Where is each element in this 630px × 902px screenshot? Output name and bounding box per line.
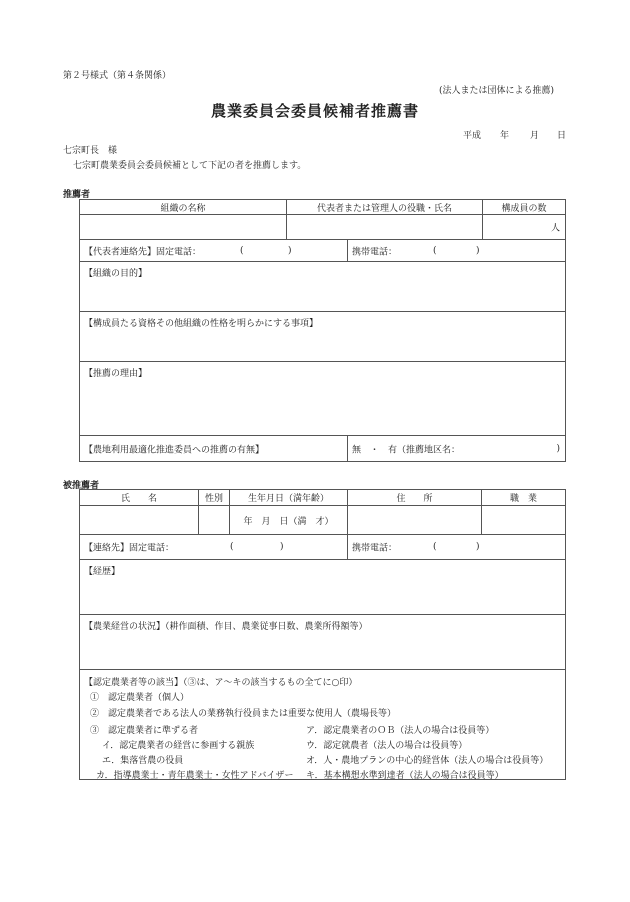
option-3-ka[interactable]: カ．指導農業士・青年農業士・女性アドバイザー bbox=[96, 771, 294, 781]
nominee-job-field[interactable] bbox=[482, 506, 565, 534]
optimization-row bbox=[80, 436, 565, 461]
rep-mobile-paren-open: ( bbox=[433, 245, 437, 256]
option-3-ki[interactable]: キ．基本構想水準到達者（法人の場合は役員等） bbox=[306, 771, 504, 781]
representative-field[interactable] bbox=[287, 215, 483, 239]
farming-row[interactable] bbox=[80, 615, 565, 670]
career-label: 【経歴】 bbox=[84, 567, 121, 577]
form-subtitle: (法人または団体による推薦) bbox=[439, 86, 555, 96]
recommender-contact-row bbox=[80, 240, 565, 262]
optimization-label: 【農地利用最適化推進委員への推薦の有無】 bbox=[84, 445, 265, 455]
option-3[interactable]: ③ 認定農業者に準ずる者 bbox=[90, 726, 199, 736]
col-representative: 代表者または管理人の役職・氏名 bbox=[287, 200, 483, 214]
rep-phone-paren-open: ( bbox=[240, 245, 244, 256]
option-2[interactable]: ② 認定農業者である法人の業務執行役員または重要な使用人（農場長等） bbox=[90, 709, 397, 719]
recommender-section-label: 推薦者 bbox=[63, 190, 91, 200]
nominee-section-label: 被推薦者 bbox=[63, 481, 100, 491]
page-title: 農業委員会委員候補者推薦書 bbox=[210, 102, 419, 120]
col-gender: 性別 bbox=[199, 490, 230, 505]
recommender-table bbox=[79, 199, 566, 462]
col-job: 職 業 bbox=[509, 494, 537, 504]
col-org-name: 組織の名称 bbox=[80, 200, 287, 214]
nominee-birth-field[interactable]: 年 月 日（満 才） bbox=[230, 506, 348, 534]
col-birth: 生年月日（満年齢） bbox=[230, 490, 348, 505]
nominee-phone-paren-open: ( bbox=[230, 542, 234, 552]
nominee-table bbox=[79, 489, 566, 780]
career-row[interactable] bbox=[80, 560, 565, 615]
org-purpose-row[interactable] bbox=[80, 262, 565, 312]
nominee-mobile-field[interactable] bbox=[348, 535, 565, 559]
recommender-header-row bbox=[80, 200, 565, 215]
qualification-label: 【構成員たる資格その他組織の性格を明らかにする事項】 bbox=[84, 319, 319, 329]
nominee-mobile-paren-open: ( bbox=[433, 542, 437, 552]
nominee-phone-field[interactable] bbox=[80, 535, 348, 559]
nominee-mobile-paren-close: ) bbox=[476, 542, 480, 552]
nominee-gender-field[interactable] bbox=[199, 506, 230, 534]
optimization-choice-field[interactable] bbox=[348, 436, 565, 461]
nominee-contact-row bbox=[80, 535, 565, 560]
org-name-field[interactable] bbox=[80, 215, 287, 239]
nominee-value-row bbox=[80, 506, 565, 535]
nominee-contact-label: 【連絡先】固定電話： bbox=[84, 543, 175, 554]
date-month: 月 bbox=[530, 131, 540, 141]
rep-phone-paren-close: ) bbox=[288, 245, 292, 256]
rep-phone-field[interactable] bbox=[80, 240, 348, 261]
addressee: 七宗町長 様 bbox=[63, 146, 118, 156]
option-3-e[interactable]: エ．集落営農の役員 bbox=[102, 756, 184, 766]
rep-mobile-paren-close: ) bbox=[476, 245, 480, 256]
col-members: 構成員の数 bbox=[501, 203, 547, 214]
reason-row[interactable] bbox=[80, 362, 565, 436]
rep-contact-label: 【代表者連絡先】固定電話： bbox=[84, 247, 202, 257]
option-3-a[interactable]: ア．認定農業者のＯＢ（法人の場合は役員等） bbox=[306, 726, 495, 736]
date-day: 日 bbox=[557, 131, 567, 141]
col-name: 氏 名 bbox=[80, 490, 199, 505]
date-era: 平成 bbox=[463, 131, 482, 141]
nominee-name-field[interactable] bbox=[80, 506, 199, 534]
rep-mobile-label: 携帯電話： bbox=[352, 247, 398, 257]
option-3-i[interactable]: イ．認定農業者の経営に参画する親族 bbox=[102, 741, 255, 751]
recommender-value-row bbox=[80, 215, 565, 240]
intro-text: 七宗町農業委員会委員候補として下記の者を推薦します。 bbox=[73, 161, 307, 171]
farming-label: 【農業経営の状況】（耕作面積、作目、農業従事日数、農業所得額等） bbox=[84, 622, 368, 632]
nominee-phone-paren-close: ) bbox=[280, 542, 284, 552]
org-purpose-label: 【組織の目的】 bbox=[84, 269, 148, 279]
nominee-header-row bbox=[80, 490, 565, 506]
certified-row bbox=[80, 670, 565, 779]
form-number: 第２号様式（第４条関係） bbox=[63, 71, 172, 81]
option-1[interactable]: ① 認定農業者（個人） bbox=[90, 693, 190, 703]
col-address: 住 所 bbox=[348, 490, 482, 505]
nominee-mobile-label: 携帯電話： bbox=[352, 543, 398, 554]
reason-label: 【推薦の理由】 bbox=[84, 369, 148, 379]
option-3-o[interactable]: オ．人・農地プランの中心的経営体（法人の場合は役員等） bbox=[306, 756, 549, 766]
members-unit: 人 bbox=[550, 223, 560, 234]
optimization-paren-close: ) bbox=[556, 443, 560, 454]
rep-mobile-field[interactable] bbox=[348, 240, 565, 261]
qualification-row[interactable] bbox=[80, 312, 565, 362]
optimization-choices: 無 ・ 有（推薦地区名： bbox=[352, 445, 461, 455]
members-count-field[interactable] bbox=[483, 215, 565, 239]
date-year: 年 bbox=[500, 131, 510, 141]
option-3-u[interactable]: ウ．認定就農者（法人の場合は役員等） bbox=[306, 741, 468, 751]
nominee-address-field[interactable] bbox=[348, 506, 482, 534]
certified-label: 【認定農業者等の該当】（③は、ア～キの該当するもの全てに○印） bbox=[84, 678, 358, 688]
